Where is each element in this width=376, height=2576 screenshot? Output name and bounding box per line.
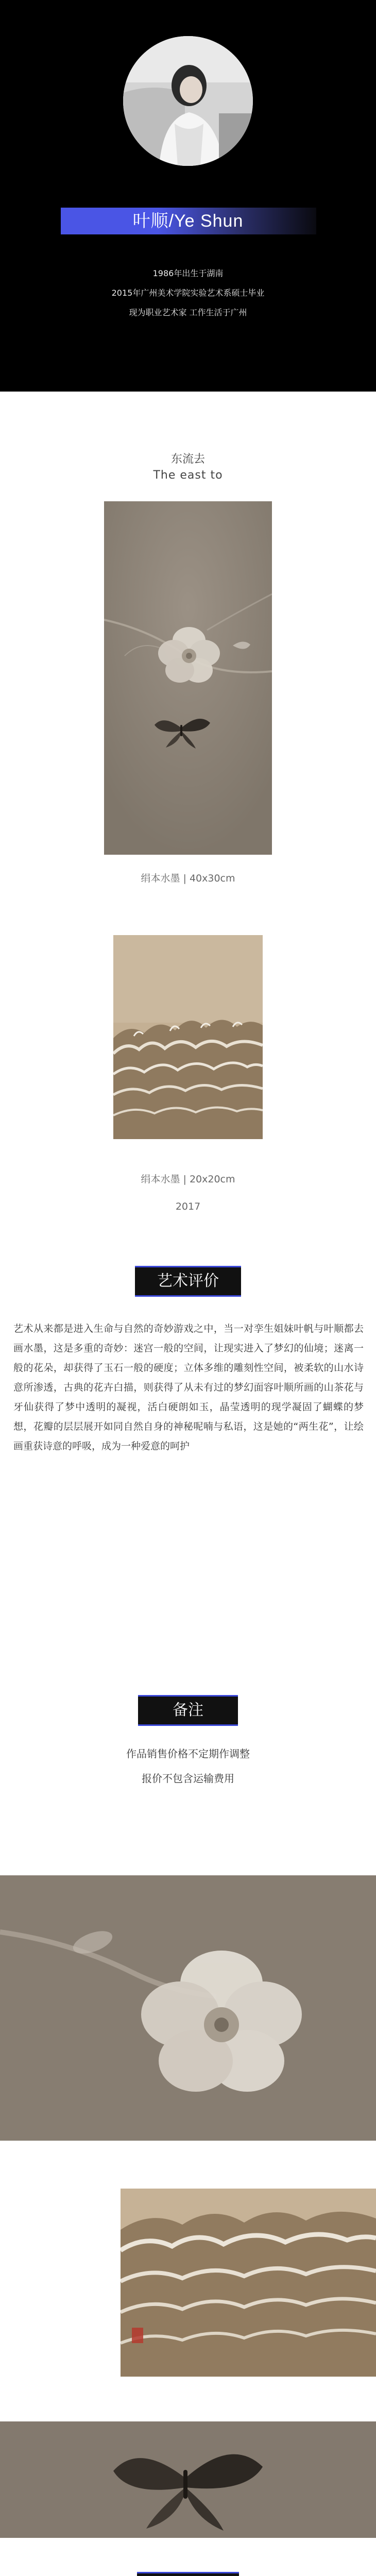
avatar-portrait-image [123, 36, 253, 166]
section-heading-scene [137, 2572, 239, 2576]
detail-camellia [0, 1875, 376, 2141]
section-heading-review: 艺术评价 [135, 1266, 241, 1297]
artist-name: 叶顺/Ye Shun [132, 211, 244, 231]
artist-avatar [123, 36, 253, 166]
work-caption: 绢本水墨 | 20x20cm [141, 1174, 235, 1185]
artist-bio-line: 1986年出生于湖南 [152, 268, 224, 278]
artwork-painting-image [104, 501, 272, 855]
note-item: 报价不包含运输费用 [142, 1772, 234, 1785]
artwork-waves [113, 935, 263, 1139]
detail-butterfly [0, 2421, 376, 2538]
artist-header [0, 0, 376, 392]
work-year: 2017 [175, 1201, 201, 1212]
detail-butterfly-image [0, 2421, 376, 2538]
detail-waves-image [121, 2189, 376, 2377]
detail-waves [121, 2189, 376, 2377]
review-text: 艺术从来都是进入生命与自然的奇妙游戏之中，当一对孪生姐妹叶帆与叶顺都去画水墨，这是多重的奇妙：迷宫一般的空间，让现实进入了梦幻的仙境；迷离一般的花朵，却获得了玉石一般的硬度；立体多维的雕刻性空间，被柔软的山水诗意所渗透，古典的花卉白描，则获得了从未有过的梦幻面容叶顺所画的山茶花与牙仙获得了梦中透明的凝视，活白硬朗如玉，晶莹透明的现学凝固了蝴蝶的梦想，花瓣的层层展开如同自然自身的神秘呢喃与私语，这是她的“两生花”，让绘画重获诗意的呼吸，成为一种爱意的呵护 [13, 1323, 364, 1452]
detail-camellia-image [0, 1875, 376, 2141]
artwork-waves-image [113, 935, 263, 1139]
section-heading-notes: 备注 [138, 1695, 238, 1726]
artist-bio-line: 现为职业艺术家 工作生活于广州 [129, 308, 247, 317]
work-title-en: The east to [153, 469, 223, 482]
work-caption: 绢本水墨 | 40x30cm [141, 873, 235, 884]
work-title-cn: 东流去 [170, 453, 205, 466]
note-item: 作品销售价格不定期作调整 [126, 1748, 250, 1760]
artist-bio-line: 2015年广州美术学院实验艺术系硕士毕业 [111, 288, 265, 298]
artwork-camellia-butterfly [104, 501, 272, 855]
